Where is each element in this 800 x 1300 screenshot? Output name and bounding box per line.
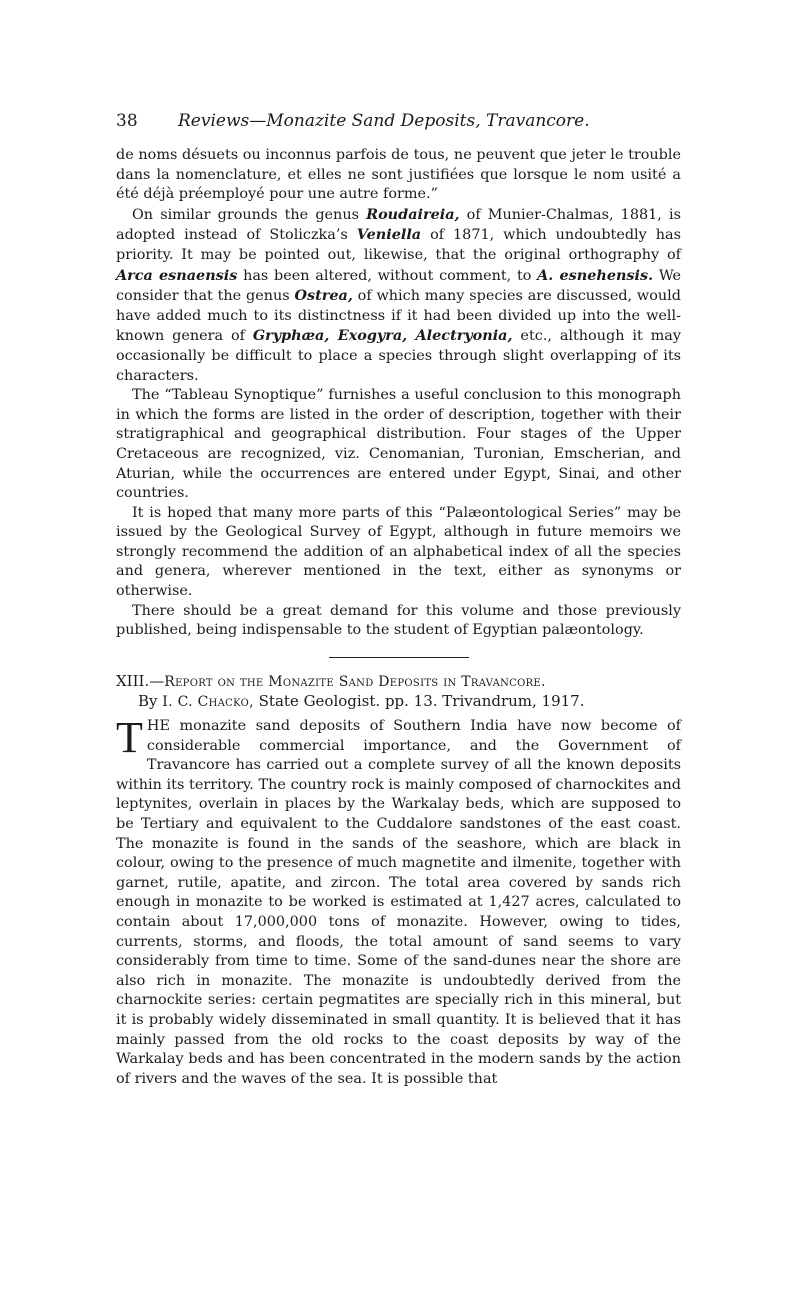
text-run: has been altered, without comment, to (237, 267, 538, 284)
drop-cap: T (116, 713, 143, 763)
text-run: etc., although it may occasionally be difficult to place a species through slight overlapping of its characters. (116, 328, 681, 384)
review-body-text: HE monazite sand deposits of Southern India have now become of considerable commercial importance, and the Government of Travancore has carried out a complete survey of all the known deposits within its territory. The country rock is mainly composed of charnockites and leptynites, overlain in places by the Warkalay beds, which are supposed to be Tertiary and equivalent to the Cuddalore sandstones of the east coast. The monazite is found in the sands of the seashore, which are black in colour, owing to the presence of much magnetite and ilmenite, together with garnet, rutile, apatite, and zircon. The total area covered by sands rich enough in monazite to be worked is estimated at 1,427 acres, calculated to contain about 17,000,000 tons of monazite. However, owing to tides, currents, storms, and floods, the total amount of sand seems to vary considerably from time to time. Some of the sand-dunes near the shore are also rich in monazite. The monazite is undoubtedly derived from the charnockite series: certain pegmatites are specially rich in this mineral, but it is probably widely disseminated in small quantity. It is believed that it has mainly passed from the old rocks to the coast deposits by way of the Warkalay beds and has been concentrated in the modern sands by the action of rivers and the waves of the sea. It is possible that (116, 718, 681, 1087)
paragraph-similar-grounds (116, 205, 681, 386)
page-header (116, 112, 681, 140)
genus-list: Gryphæa, Exogyra, Alectryonia, (252, 327, 513, 345)
byline-details: State Geologist. pp. 13. Trivandrum, 1917. (253, 692, 585, 711)
byline-prefix: By (138, 692, 163, 711)
review-heading (116, 672, 681, 693)
genus-name: Veniella (356, 226, 422, 244)
review-author: I. C. Chacko, (162, 694, 254, 711)
text-run: On similar grounds the genus (132, 206, 367, 223)
review-title: Report on the Monazite Sand Deposits in Travancore. (164, 673, 546, 690)
page (116, 112, 681, 1089)
text-run: We consider that the genus (116, 267, 681, 305)
genus-name: Ostrea, (294, 287, 353, 305)
paragraph-demand: There should be a great demand for this volume and those previously published, being indispensable to the student of Egyptian palæontology. (116, 602, 681, 639)
species-name: A. esnehensis. (537, 266, 654, 284)
review-body (116, 713, 681, 1089)
paragraph-french-quote: de noms désuets ou inconnus parfois de tous, ne peuvent que jeter le trouble dans la nomenclature, et elles ne sont justifiées que lorsque le nom usité a été déjà préemployé pour une autre forme.” (116, 147, 681, 203)
text-run: of 1871, which undoubtedly has priority. It may be pointed out, likewise, that the original orthography of (116, 227, 681, 263)
species-name: Arca esnaensis (116, 266, 238, 284)
text-run: of which many species are discussed, would have added much to its distinctness if it had been divided up into the well-known genera of (116, 288, 682, 345)
review-number: XIII.— (116, 671, 165, 690)
genus-name: Roudaireia, (366, 205, 460, 223)
paragraph-hoped: It is hoped that many more parts of this “Palæontological Series” may be issued by the Geological Survey of Egypt, although in future memoirs we strongly recommend the addition of an alphabetical index of all the species and genera, wherever mentioned in the text, either as synonyms or otherwise. (116, 504, 681, 600)
text-run: of Munier-Chalmas, 1881, is adopted instead of Stoliczka’s (116, 206, 681, 244)
section-divider (329, 657, 469, 658)
paragraph-tableau: The “Tableau Synoptique” furnishes a useful conclusion to this monograph in which the forms are listed in the order of description, together with their stratigraphical and geographical distribution. Four stages of the Upper Cretaceous are recognized, viz. Cenomanian, Turonian, Emscherian, and Aturian, while the occurrences are entered under Egypt, Sinai, and other countries. (116, 387, 681, 502)
page-number: 38 (116, 111, 138, 131)
running-head: Reviews—Monazite Sand Deposits, Travancore. (178, 111, 590, 131)
review-byline (116, 692, 681, 713)
